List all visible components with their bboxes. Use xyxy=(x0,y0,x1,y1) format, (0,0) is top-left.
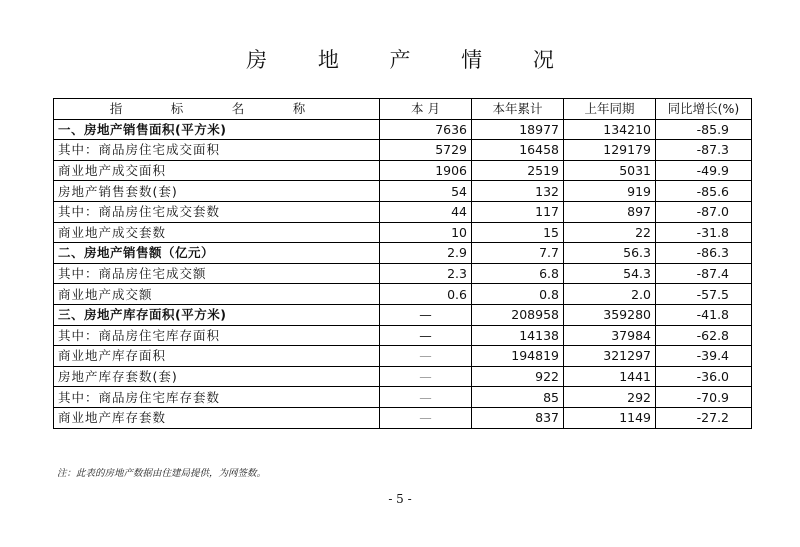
table-row xyxy=(54,243,752,264)
real-estate-table xyxy=(53,98,752,429)
cell-ytd: 15 xyxy=(472,222,564,243)
cell-ytd: 132 xyxy=(472,181,564,202)
cell-month: 7636 xyxy=(380,119,472,140)
cell-yoy: -49.9 xyxy=(656,160,752,181)
table-row xyxy=(54,119,752,140)
header-row xyxy=(54,99,752,120)
cell-yoy: -87.4 xyxy=(656,263,752,284)
cell-last-year: 1149 xyxy=(564,407,656,428)
cell-month: — xyxy=(380,304,472,325)
table-row xyxy=(54,325,752,346)
cell-yoy: -87.3 xyxy=(656,140,752,161)
cell-ytd: 194819 xyxy=(472,346,564,367)
row-label: 房地产库存套数(套) xyxy=(54,366,380,387)
cell-last-year: 56.3 xyxy=(564,243,656,264)
table-row xyxy=(54,160,752,181)
cell-month: 54 xyxy=(380,181,472,202)
cell-last-year: 22 xyxy=(564,222,656,243)
cell-month: 5729 xyxy=(380,140,472,161)
cell-month: — xyxy=(380,325,472,346)
cell-last-year: 134210 xyxy=(564,119,656,140)
cell-yoy: -86.3 xyxy=(656,243,752,264)
cell-month: 2.3 xyxy=(380,263,472,284)
cell-ytd: 117 xyxy=(472,201,564,222)
table-row xyxy=(54,284,752,305)
row-label: 一、房地产销售面积(平方米) xyxy=(54,119,380,140)
cell-yoy: -85.6 xyxy=(656,181,752,202)
table-row xyxy=(54,346,752,367)
cell-last-year: 129179 xyxy=(564,140,656,161)
row-label: 其中：商品房住宅库存面积 xyxy=(54,325,380,346)
row-label: 商业地产库存套数 xyxy=(54,407,380,428)
cell-last-year: 359280 xyxy=(564,304,656,325)
cell-ytd: 922 xyxy=(472,366,564,387)
row-label: 商业地产库存面积 xyxy=(54,346,380,367)
cell-last-year: 54.3 xyxy=(564,263,656,284)
cell-yoy: -36.0 xyxy=(656,366,752,387)
table-row xyxy=(54,140,752,161)
cell-last-year: 321297 xyxy=(564,346,656,367)
cell-yoy: -57.5 xyxy=(656,284,752,305)
table-row xyxy=(54,201,752,222)
cell-last-year: 37984 xyxy=(564,325,656,346)
cell-month: 0.6 xyxy=(380,284,472,305)
cell-yoy: -62.8 xyxy=(656,325,752,346)
cell-ytd: 2519 xyxy=(472,160,564,181)
row-label: 商业地产成交额 xyxy=(54,284,380,305)
cell-last-year: 5031 xyxy=(564,160,656,181)
table-row xyxy=(54,263,752,284)
cell-ytd: 6.8 xyxy=(472,263,564,284)
page-title: 房 地 产 情 况 xyxy=(246,48,576,72)
cell-ytd: 14138 xyxy=(472,325,564,346)
table-row xyxy=(54,181,752,202)
row-label: 三、房地产库存面积(平方米) xyxy=(54,304,380,325)
cell-yoy: -70.9 xyxy=(656,387,752,408)
cell-last-year: 1441 xyxy=(564,366,656,387)
col-header-indicator: 指 标 名 称 xyxy=(54,99,380,120)
cell-yoy: -87.0 xyxy=(656,201,752,222)
cell-month: 44 xyxy=(380,201,472,222)
footnote: 注：此表的房地产数据由住建局提供，为网签数。 xyxy=(57,468,267,479)
row-label: 商业地产成交套数 xyxy=(54,222,380,243)
cell-ytd: 7.7 xyxy=(472,243,564,264)
cell-ytd: 85 xyxy=(472,387,564,408)
cell-yoy: -31.8 xyxy=(656,222,752,243)
cell-ytd: 18977 xyxy=(472,119,564,140)
col-header-yoy: 同比增长(%) xyxy=(656,99,752,120)
row-label: 二、房地产销售额（亿元） xyxy=(54,243,380,264)
cell-yoy: -39.4 xyxy=(656,346,752,367)
cell-ytd: 16458 xyxy=(472,140,564,161)
cell-last-year: 897 xyxy=(564,201,656,222)
cell-month: 2.9 xyxy=(380,243,472,264)
row-label: 商业地产成交面积 xyxy=(54,160,380,181)
cell-month: 10 xyxy=(380,222,472,243)
cell-month: — xyxy=(380,366,472,387)
row-label: 其中：商品房住宅成交额 xyxy=(54,263,380,284)
table-row xyxy=(54,366,752,387)
cell-ytd: 837 xyxy=(472,407,564,428)
cell-ytd: 208958 xyxy=(472,304,564,325)
cell-yoy: -85.9 xyxy=(656,119,752,140)
table-row xyxy=(54,222,752,243)
cell-last-year: 292 xyxy=(564,387,656,408)
col-header-last-year: 上年同期 xyxy=(564,99,656,120)
table-row xyxy=(54,387,752,408)
row-label: 其中：商品房住宅库存套数 xyxy=(54,387,380,408)
cell-month: — xyxy=(380,346,472,367)
cell-month: — xyxy=(380,387,472,408)
cell-last-year: 2.0 xyxy=(564,284,656,305)
cell-yoy: -27.2 xyxy=(656,407,752,428)
page-number: - 5 - xyxy=(388,492,412,506)
row-label: 其中：商品房住宅成交面积 xyxy=(54,140,380,161)
cell-month: 1906 xyxy=(380,160,472,181)
col-header-month: 本 月 xyxy=(380,99,472,120)
cell-ytd: 0.8 xyxy=(472,284,564,305)
cell-yoy: -41.8 xyxy=(656,304,752,325)
col-header-ytd: 本年累计 xyxy=(472,99,564,120)
row-label: 房地产销售套数(套) xyxy=(54,181,380,202)
row-label: 其中：商品房住宅成交套数 xyxy=(54,201,380,222)
table-row xyxy=(54,304,752,325)
cell-month: — xyxy=(380,407,472,428)
cell-last-year: 919 xyxy=(564,181,656,202)
table-row xyxy=(54,407,752,428)
